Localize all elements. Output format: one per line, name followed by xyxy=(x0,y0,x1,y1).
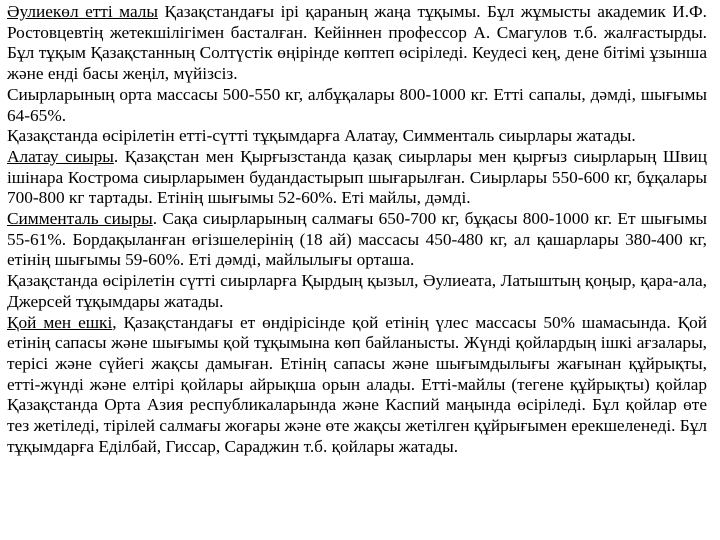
paragraph-alatau-cattle xyxy=(7,147,707,209)
paragraph-cow-mass xyxy=(7,85,707,126)
paragraph-dairy-breeds xyxy=(7,271,707,312)
alatau-text: . Қазақстан мен Қырғызстанда қазақ сиырлары мен қырғыз сиырларың Швиц ішінара Кострома сиырларымен будандастырып шығарылған. Сиырлары 550-600 кг, бұқалары 700-800 кг тартады. Етінің шығымы 52-60%. Еті майлы, дәмді. xyxy=(7,146,707,208)
paragraph-sheep-goats xyxy=(7,313,707,458)
aulekol-text: Қазақстандағы ірі қараның жаңа тұқымы. Бұл жұмысты академик И.Ф. Ростовцевтің жетекшілігімен басталған. Кейіннен профессор А. Смагулов т.б. жалғастырды. Бұл тұқым Қазақстанның Солтүстік өңірінде көптеп өсіріледі. Кеудесі кең, дене бітімі ұзынша және енді басы жеңіл, мүйізсіз. xyxy=(7,2,708,84)
alatau-heading: Алатау сиыры xyxy=(7,146,114,166)
paragraph-meat-dairy-breeds xyxy=(7,126,707,147)
document-page xyxy=(7,2,707,457)
dairy-breeds-text: Қазақстанда өсірілетін сүтті сиырларға Қырдың қызыл, Әулиеата, Латыштың қоңыр, қара-ала, Джерсей тұқымдары жатады. xyxy=(7,271,707,311)
meat-dairy-breeds-text: Қазақстанда өсірілетін етті-сүтті тұқымдарға Алатау, Симменталь сиырлары жатады. xyxy=(7,126,636,146)
sheep-goats-text: , Қазақстандағы ет өндірісінде қой етінің үлес массасы 50% шамасында. Қой етінің сапасы және шығымы қой тұқымына көп байланысты. Жүнді қойлардың ішкі ағзалары, терісі және сүйегі жақсы дамыған. Етінің сапасы және шығымдылығы жағынан құйрықты, етті-жүнді және елтірі қойлары айрықша орын алады. Етті-майлы (тегене құйрықты) қойлар Қазақстанда Орта Азия республикаларында және Каспий маңында өсіріледі. Бұл қойлар өте тез жетіледі, тірілей салмағы жоғары және өте жақсы жетілген құйрығымен ерекшеленеді. Бұл тұқымдарға Еділбай, Гиссар, Сараджин т.б. қойлары жатады. xyxy=(7,312,707,456)
simmental-text: . Сақа сиырларының салмағы 650-700 кг, бұқасы 800-1000 кг. Ет шығымы 55-61%. Бордақыланған өгізшелерінің (18 ай) массасы 450-480 кг, ал қашарлары 380-400 кг, етінің шығымы 59-60%. Еті дәмді, майлылығы орташа. xyxy=(7,209,707,270)
paragraph-aulekol-breed xyxy=(7,2,707,85)
sheep-goats-heading: Қой мен ешкі xyxy=(7,312,113,332)
paragraph-simmental-cattle xyxy=(7,209,707,271)
simmental-heading: Симменталь сиыры xyxy=(7,209,153,229)
cow-mass-text: Сиырларының орта массасы 500-550 кг, албұқалары 800-1000 кг. Етті сапалы, дәмді, шығымы 64-65%. xyxy=(7,84,707,125)
aulekol-heading: Әулиекөл етті малы xyxy=(7,2,159,21)
